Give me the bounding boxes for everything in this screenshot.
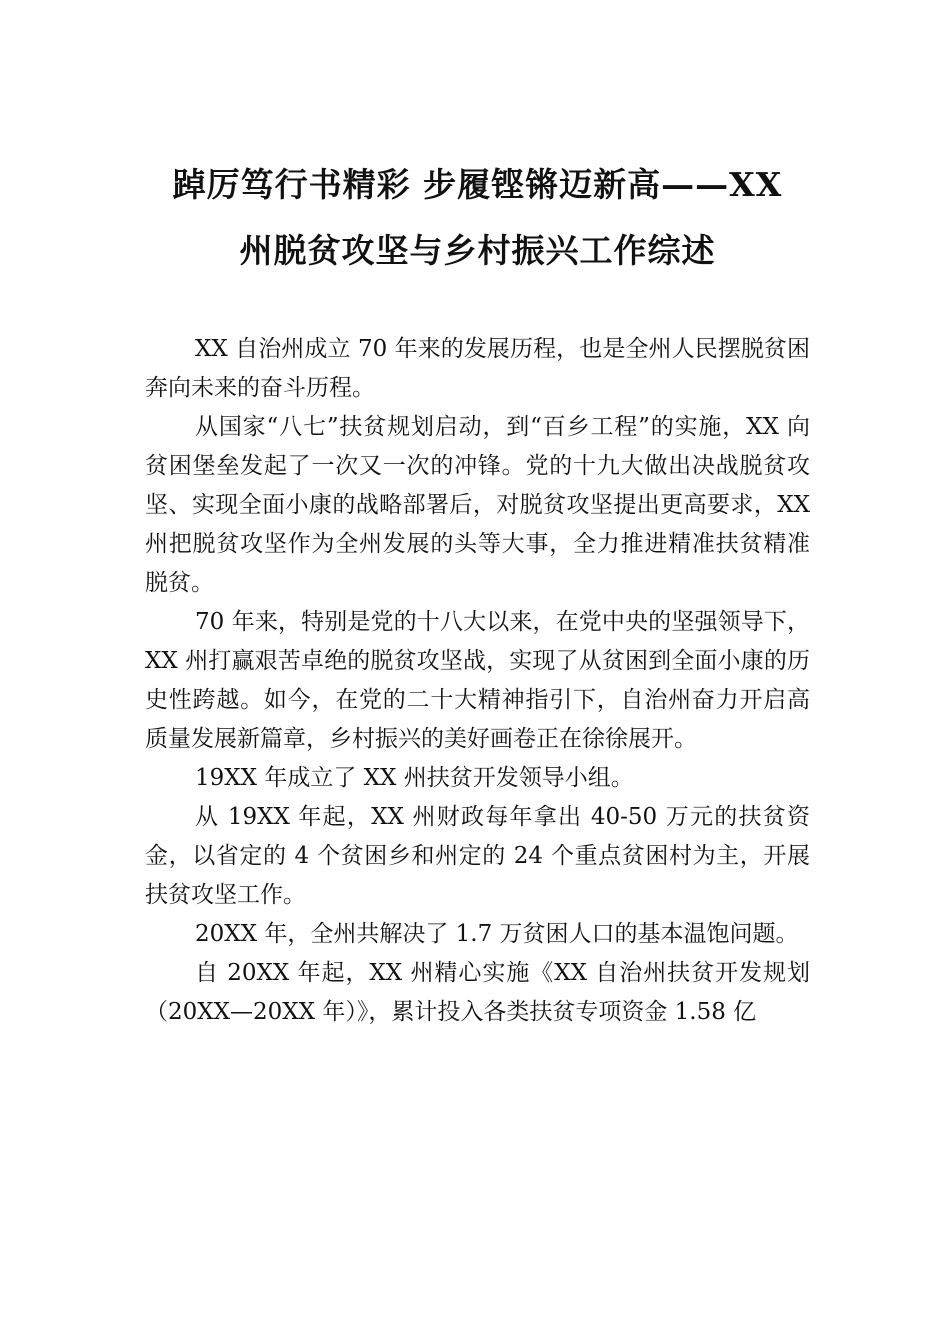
title-line-2: 州脱贫攻坚与乡村振兴工作综述 (239, 231, 716, 270)
paragraph-6: 20XX 年，全州共解决了 1.7 万贫困人口的基本温饱问题。 (195, 921, 799, 947)
paragraph-1: XX 自治州成立 70 年来的发展历程，也是全州人民摆脱贫困奔向未来的奋斗历程。 (145, 336, 810, 401)
document-body (145, 330, 810, 1032)
title-line-1: 踔厉笃行书精彩 步履铿锵迈新高——XX (172, 165, 783, 204)
paragraph-5: 从 19XX 年起，XX 州财政每年拿出 40-50 万元的扶贫资金，以省定的 4 个贫困乡和州定的 24 个重点贫困村为主，开展扶贫攻坚工作。 (145, 804, 810, 908)
document-title (145, 152, 810, 284)
paragraph-2: 从国家“八七”扶贫规划启动，到“百乡工程”的实施，XX 向贫困堡垒发起了一次又一次的冲锋。党的十九大做出决战脱贫攻坚、实现全面小康的战略部署后，对脱贫攻坚提出更高要求，XX 州把脱贫攻坚作为全州发展的头等大事，全力推进精准扶贫精准脱贫。 (145, 414, 810, 596)
paragraph-3: 70 年来，特别是党的十八大以来，在党中央的坚强领导下，XX 州打赢艰苦卓绝的脱贫攻坚战，实现了从贫困到全面小康的历史性跨越。如今，在党的二十大精神指引下，自治州奋力开启高质量发展新篇章，乡村振兴的美好画卷正在徐徐展开。 (145, 609, 810, 752)
paragraph-7: 自 20XX 年起，XX 州精心实施《XX 自治州扶贫开发规划（20XX—20XX 年）》，累计投入各类扶贫专项资金 1.58 亿 (145, 960, 810, 1025)
paragraph-4: 19XX 年成立了 XX 州扶贫开发领导小组。 (195, 765, 634, 791)
